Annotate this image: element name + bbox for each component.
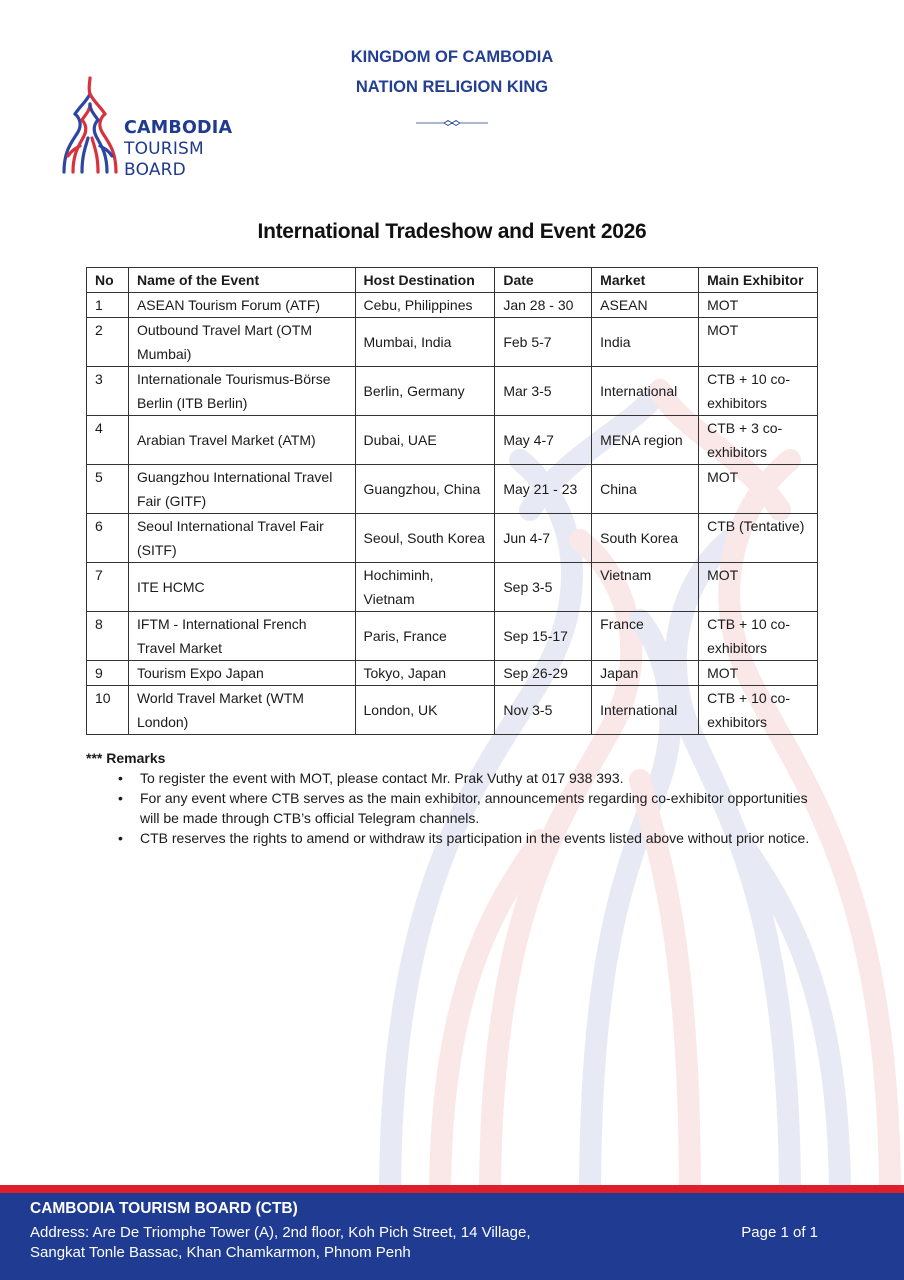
- footer-organization: CAMBODIA TOURISM BOARD (CTB): [30, 1200, 298, 1217]
- remark-item: • CTB reserves the rights to amend or withdraw its participation in the events listed above without prior notice.: [118, 828, 826, 848]
- cell-date: Sep 15-17: [495, 612, 592, 661]
- cell-exhibitor: CTB + 10 co-exhibitors: [699, 367, 818, 416]
- cell-market: MENA region: [592, 416, 699, 465]
- cell-event-name: World Travel Market (WTM London): [128, 686, 355, 735]
- footer-red-stripe: [0, 1185, 904, 1193]
- cell-date: May 4-7: [495, 416, 592, 465]
- header-market: Market: [592, 268, 699, 293]
- cell-event-name: Internationale Tourismus-Börse Berlin (ITB Berlin): [128, 367, 355, 416]
- cell-market: China: [592, 465, 699, 514]
- table-row: [87, 367, 818, 416]
- cell-host: Seoul, South Korea: [355, 514, 495, 563]
- table-row: [87, 514, 818, 563]
- cell-host: Cebu, Philippines: [355, 293, 495, 318]
- cell-market: India: [592, 318, 699, 367]
- table-header-row: [87, 268, 818, 293]
- table-row: [87, 563, 818, 612]
- table-row: [87, 318, 818, 367]
- cell-exhibitor: MOT: [699, 465, 818, 514]
- cell-event-name: Outbound Travel Mart (OTM Mumbai): [128, 318, 355, 367]
- remark-item: • To register the event with MOT, please contact Mr. Prak Vuthy at 017 938 393.: [118, 768, 826, 788]
- cell-event-name: IFTM - International French Travel Market: [128, 612, 355, 661]
- cell-event-name: Seoul International Travel Fair (SITF): [128, 514, 355, 563]
- cell-date: Feb 5-7: [495, 318, 592, 367]
- cell-host: London, UK: [355, 686, 495, 735]
- header-event-name: Name of the Event: [128, 268, 355, 293]
- remarks-list: [86, 768, 826, 848]
- cell-no: 6: [87, 514, 129, 563]
- logo-wordmark: [124, 118, 232, 181]
- cell-host: Tokyo, Japan: [355, 661, 495, 686]
- cell-date: Mar 3-5: [495, 367, 592, 416]
- document-title: International Tradeshow and Event 2026: [257, 220, 647, 243]
- cell-no: 2: [87, 318, 129, 367]
- cell-market: International: [592, 367, 699, 416]
- cell-no: 1: [87, 293, 129, 318]
- cell-no: 3: [87, 367, 129, 416]
- kingdom-heading: KINGDOM OF CAMBODIA: [350, 48, 554, 66]
- motto-heading: NATION RELIGION KING: [355, 78, 549, 96]
- cell-market: Japan: [592, 661, 699, 686]
- ctb-emblem-icon: [58, 76, 122, 176]
- cell-host: Berlin, Germany: [355, 367, 495, 416]
- table-row: [87, 686, 818, 735]
- table-row: [87, 465, 818, 514]
- cell-no: 8: [87, 612, 129, 661]
- footer-address-line-1: Address: Are De Triomphe Tower (A), 2nd floor, Koh Pich Street, 14 Village,: [30, 1224, 531, 1241]
- cell-exhibitor: CTB + 10 co-exhibitors: [699, 686, 818, 735]
- cell-host: Guangzhou, China: [355, 465, 495, 514]
- remark-item: • For any event where CTB serves as the main exhibitor, announcements regarding co-exhibitor opportunities will be made through CTB’s official Telegram channels.: [118, 788, 826, 828]
- footer-address: [30, 1223, 531, 1263]
- cell-no: 5: [87, 465, 129, 514]
- table-row: [87, 612, 818, 661]
- cell-market: South Korea: [592, 514, 699, 563]
- cell-date: Sep 3-5: [495, 563, 592, 612]
- cell-market: France: [592, 612, 699, 661]
- table-row: [87, 293, 818, 318]
- events-table: [86, 267, 818, 735]
- header-main-exhibitor: Main Exhibitor: [699, 268, 818, 293]
- cell-date: May 21 - 23: [495, 465, 592, 514]
- table-row: [87, 416, 818, 465]
- cell-event-name: Tourism Expo Japan: [128, 661, 355, 686]
- cell-host: Hochiminh, Vietnam: [355, 563, 495, 612]
- header-no: No: [87, 268, 129, 293]
- logo-line-1: CAMBODIA: [124, 118, 233, 138]
- cell-date: Jan 28 - 30: [495, 293, 592, 318]
- cell-no: 7: [87, 563, 129, 612]
- cell-event-name: ITE HCMC: [128, 563, 355, 612]
- footer-address-line-2: Sangkat Tonle Bassac, Khan Chamkarmon, Phnom Penh: [30, 1244, 411, 1261]
- header-host-destination: Host Destination: [355, 268, 495, 293]
- divider-ornament-icon: [416, 120, 488, 126]
- cell-market: Vietnam: [592, 563, 699, 612]
- cell-date: Sep 26-29: [495, 661, 592, 686]
- cell-host: Paris, France: [355, 612, 495, 661]
- cell-exhibitor: MOT: [699, 661, 818, 686]
- cell-market: ASEAN: [592, 293, 699, 318]
- remarks-section: [86, 750, 826, 848]
- cell-exhibitor: MOT: [699, 293, 818, 318]
- remarks-title: *** Remarks: [86, 750, 166, 766]
- ctb-logo: [58, 76, 248, 180]
- cell-exhibitor: CTB + 3 co-exhibitors: [699, 416, 818, 465]
- logo-line-2: TOURISM: [124, 139, 204, 159]
- table-row: [87, 661, 818, 686]
- page-footer: [0, 1193, 904, 1280]
- cell-exhibitor: MOT: [699, 563, 818, 612]
- cell-exhibitor: CTB (Tentative): [699, 514, 818, 563]
- header-date: Date: [495, 268, 592, 293]
- page-number: Page 1 of 1: [741, 1224, 818, 1241]
- cell-event-name: Arabian Travel Market (ATM): [128, 416, 355, 465]
- cell-no: 10: [87, 686, 129, 735]
- cell-event-name: ASEAN Tourism Forum (ATF): [128, 293, 355, 318]
- cell-no: 4: [87, 416, 129, 465]
- cell-date: Jun 4-7: [495, 514, 592, 563]
- logo-line-3: BOARD: [124, 160, 186, 180]
- cell-event-name: Guangzhou International Travel Fair (GITF): [128, 465, 355, 514]
- cell-host: Mumbai, India: [355, 318, 495, 367]
- cell-date: Nov 3-5: [495, 686, 592, 735]
- cell-host: Dubai, UAE: [355, 416, 495, 465]
- cell-no: 9: [87, 661, 129, 686]
- cell-exhibitor: CTB + 10 co-exhibitors: [699, 612, 818, 661]
- cell-exhibitor: MOT: [699, 318, 818, 367]
- cell-market: International: [592, 686, 699, 735]
